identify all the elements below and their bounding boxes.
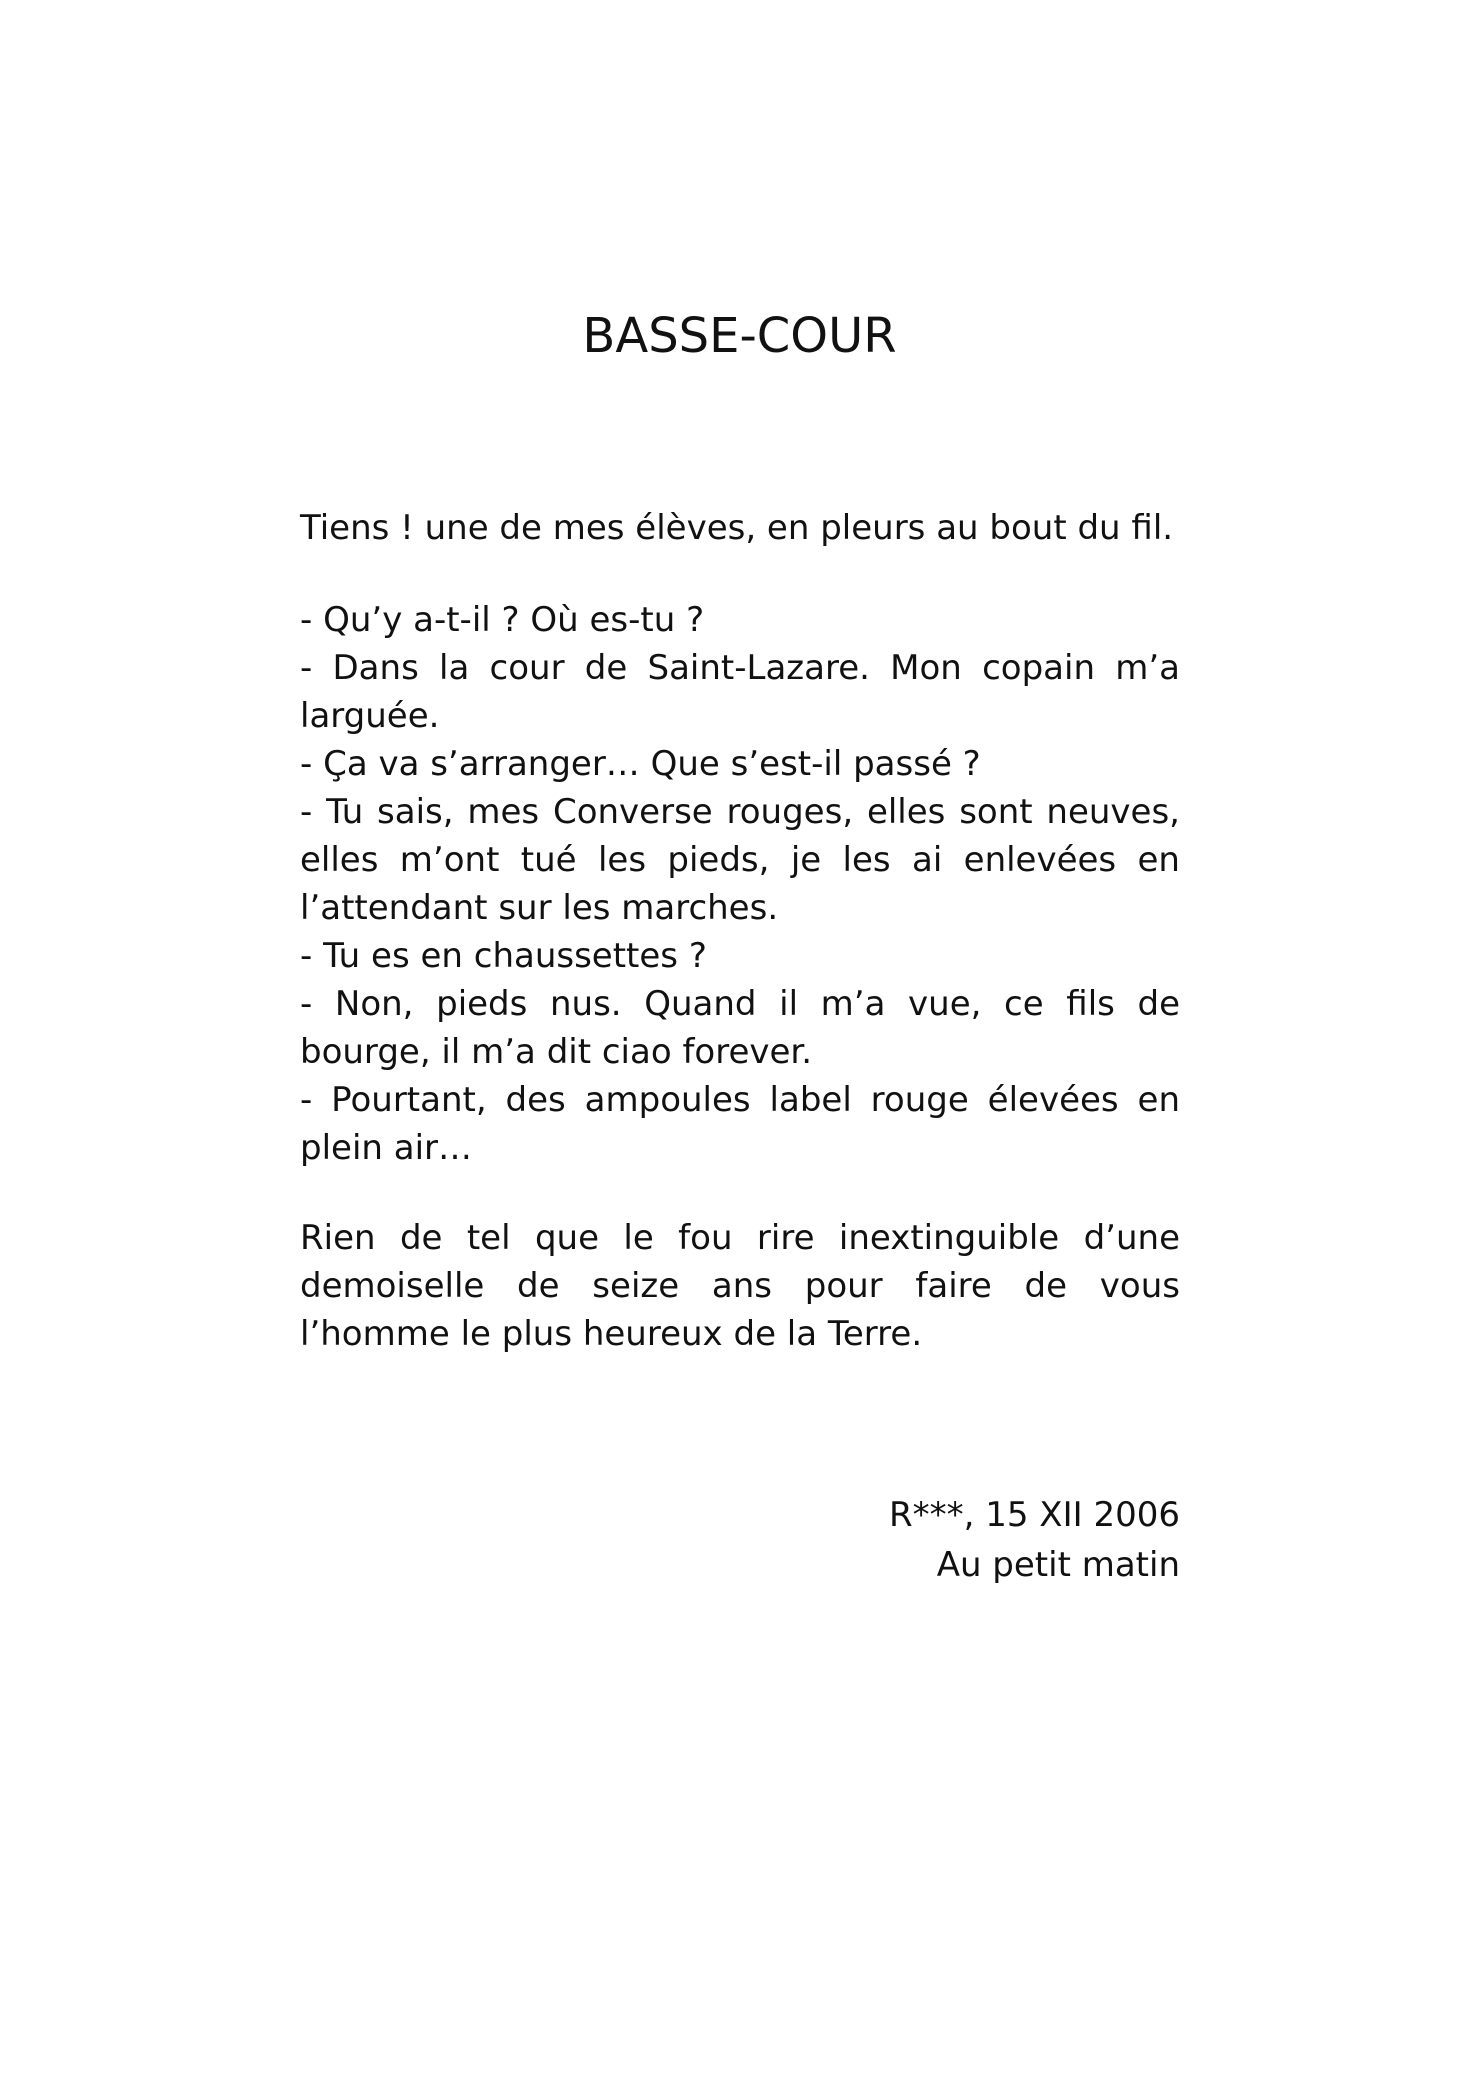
dialogue-line: - Tu sais, mes Converse rouges, elles sont neuves, elles m’ont tué les pieds, je les ai enlevées en l’attendant sur les marches. xyxy=(300,792,1180,928)
dialogue-line: - Tu es en chaussettes ? xyxy=(300,936,707,976)
signature-place-date: R***, 15 XII 2006 xyxy=(889,1495,1180,1535)
page-title: BASSE-COUR xyxy=(582,308,897,364)
dialogue-line: - Ça va s’arranger… Que s’est-il passé ? xyxy=(300,744,981,784)
dialogue-line: - Dans la cour de Saint-Lazare. Mon copain m’a larguée. xyxy=(300,648,1180,736)
dialogue-line: - Non, pieds nus. Quand il m’a vue, ce fils de bourge, il m’a dit ciao forever. xyxy=(300,984,1180,1072)
signature-block xyxy=(300,1490,1180,1590)
conclusion-paragraph: Rien de tel que le fou rire inextinguible d’une demoiselle de seize ans pour faire de vous l’homme le plus heureux de la Terre. xyxy=(300,1218,1180,1354)
signature-time: Au petit matin xyxy=(936,1545,1180,1585)
intro-paragraph: Tiens ! une de mes élèves, en pleurs au bout du fil. xyxy=(300,508,1174,548)
dialogue-line: - Pourtant, des ampoules label rouge élevées en plein air… xyxy=(300,1080,1180,1168)
dialogue-block xyxy=(300,596,1180,1172)
dialogue-line: - Qu’y a-t-il ? Où es-tu ? xyxy=(300,600,705,640)
